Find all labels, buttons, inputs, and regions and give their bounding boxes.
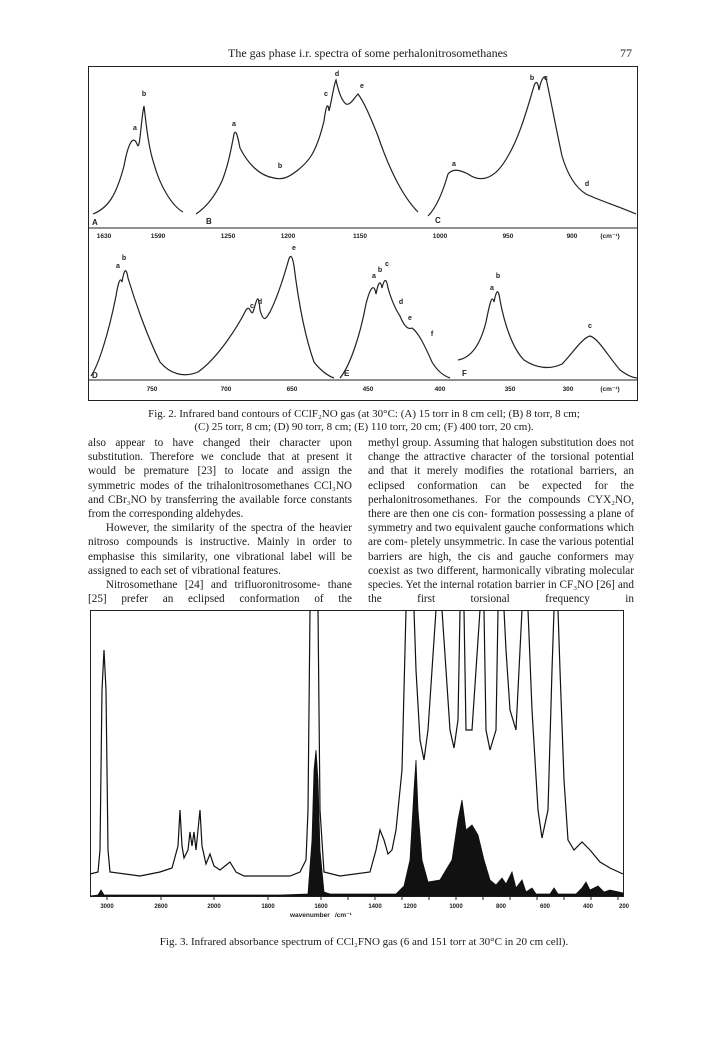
- fig3-absorbance-spectrum: [80, 610, 640, 920]
- tick-label: (cm⁻¹): [600, 233, 620, 240]
- tick-label: 900: [566, 233, 578, 240]
- text-column-left: [88, 436, 352, 606]
- fig2-panel-labels: [92, 216, 467, 380]
- tick-label: 1630: [96, 233, 112, 240]
- tick-label: 1600: [314, 904, 328, 910]
- peak-mark-F-c: c: [588, 323, 592, 330]
- curve-B: [196, 80, 418, 214]
- tick-label: 1200: [403, 904, 417, 910]
- peak-mark-E-e: e: [408, 315, 412, 322]
- peak-mark-B-d: d: [334, 71, 340, 78]
- peak-mark-A-b: b: [141, 91, 147, 98]
- tick-label: 1800: [261, 904, 275, 910]
- tick-label: (cm⁻¹): [600, 386, 620, 393]
- peak-mark-E-f: f: [430, 331, 434, 338]
- fig3-high-pressure-trace: [90, 610, 623, 876]
- tick-label: 1400: [368, 904, 382, 910]
- peak-mark-C-c: c: [544, 75, 548, 82]
- peak-mark-D-e: e: [292, 245, 296, 252]
- paragraph: methyl group. Assuming that halogen substitution does not change the attractive character of the torsional potential and that it merely modifies the rotational barriers, an eclipsed conformation can be expected for the perhalonitrosomethanes. For the compounds CYX₂NO, there are then one cis con- formation possessing a plane of symmetry and two equivalent gauche conformations which are com- pletely unsymmetric. In case the various potential barriers are high, the cis and gauche conformers may coexist as two different, harmonically vibrating molecular species. Yet the internal rotation barrier in CF₃NO [26] and the first torsional frequency in: [368, 437, 634, 606]
- fig3-tick-labels: [100, 904, 629, 910]
- fig2-band-contours: [88, 66, 638, 406]
- tick-label: 1250: [220, 233, 236, 240]
- tick-label: 650: [286, 386, 298, 393]
- peak-mark-B-a: a: [232, 121, 236, 128]
- tick-label: 1200: [280, 233, 296, 240]
- fig3-xunit: /cm⁻¹: [335, 912, 352, 919]
- peak-mark-C-d: d: [584, 181, 590, 188]
- peak-mark-E-d: d: [398, 299, 404, 306]
- fig2-peak-marks: [116, 71, 592, 338]
- tick-label: 350: [504, 386, 516, 393]
- tick-label: 400: [582, 904, 594, 910]
- page-number: 77: [620, 46, 632, 60]
- curve-F: [458, 292, 638, 378]
- curve-D: [91, 256, 334, 378]
- peak-mark-B-c: c: [324, 91, 328, 98]
- peak-mark-F-a: a: [490, 285, 494, 292]
- peak-mark-D-a: a: [116, 263, 120, 270]
- curve-E: [340, 280, 450, 378]
- tick-label: 1150: [352, 233, 368, 240]
- tick-label: 1590: [150, 233, 166, 240]
- paragraph: also appear to have changed their character upon substitution. Therefore we conclude that at present it would be premature [23] to locate and assign the symmetric modes of the trihalonitrosomethanes CCl₃NO and CBr₃NO by transferring the available force constants from the corresponding aldehydes.: [88, 437, 352, 521]
- curve-A: [93, 106, 183, 214]
- peak-mark-E-c: c: [385, 261, 389, 268]
- panel-label-F: F: [462, 369, 467, 378]
- peak-mark-D-b: b: [121, 255, 127, 262]
- panel-label-D: D: [92, 371, 98, 380]
- paragraph: Nitrosomethane [24] and trifluoronitrosome- thane [25] prefer an eclipsed conformation of the: [88, 579, 352, 606]
- tick-label: 1000: [449, 904, 463, 910]
- fig2-caption: [84, 408, 644, 434]
- tick-label: 3000: [100, 904, 114, 910]
- fig2-caption-line1: Fig. 2. Infrared band contours of CClF₂NO gas (at 30°C: (A) 15 torr in 8 cm cell; (B) 8 torr, 8 cm;: [148, 408, 580, 420]
- peak-mark-C-b: b: [529, 75, 535, 82]
- fig2-top-tick-labels: [97, 233, 620, 240]
- curve-C: [428, 77, 636, 216]
- tick-label: 2600: [154, 904, 168, 910]
- peak-mark-E-a: a: [372, 273, 376, 280]
- panel-label-E: E: [344, 369, 350, 378]
- panel-label-C: C: [435, 216, 441, 225]
- fig3-xlabel: wavenumber: [290, 912, 330, 919]
- tick-label: 400: [434, 386, 446, 393]
- fig3-caption: Fig. 3. Infrared absorbance spectrum of CCl₂FNO gas (6 and 151 torr at 30°C in 20 cm cell).: [159, 936, 569, 948]
- tick-label: 750: [146, 386, 158, 393]
- peak-mark-F-b: b: [495, 273, 501, 280]
- panel-label-B: B: [206, 217, 212, 226]
- tick-label: 600: [539, 904, 551, 910]
- fig2-bottom-tick-labels: [147, 386, 620, 393]
- tick-label: 1000: [432, 233, 448, 240]
- peak-mark-A-a: a: [133, 125, 137, 132]
- tick-label: 800: [495, 904, 507, 910]
- tick-label: 2000: [207, 904, 221, 910]
- paragraph: However, the similarity of the spectra of the heavier nitroso compounds is instructive. Mainly in order to emphasise this similarity, one vibrational label will be assigned to each set of vibrational features.: [88, 522, 352, 577]
- tick-label: 200: [618, 904, 630, 910]
- fig2-caption-line2: (C) 25 torr, 8 cm; (D) 90 torr, 8 cm; (E) 110 torr, 20 cm; (F) 400 torr, 20 cm).: [194, 421, 534, 433]
- text-column-right: [368, 436, 634, 606]
- peak-mark-C-a: a: [452, 161, 456, 168]
- tick-label: 300: [562, 386, 574, 393]
- peak-mark-B-b: b: [277, 163, 283, 170]
- tick-label: 700: [220, 386, 232, 393]
- peak-mark-B-e: e: [360, 83, 364, 90]
- panel-label-A: A: [92, 218, 98, 227]
- peak-mark-E-b: b: [377, 267, 383, 274]
- peak-mark-D-d: d: [257, 299, 263, 306]
- peak-mark-D-c: c: [250, 303, 254, 310]
- tick-label: 950: [502, 233, 514, 240]
- fig3-frame: [91, 611, 624, 897]
- tick-label: 450: [362, 386, 374, 393]
- running-head-title: The gas phase i.r. spectra of some perhalonitrosomethanes: [228, 46, 508, 60]
